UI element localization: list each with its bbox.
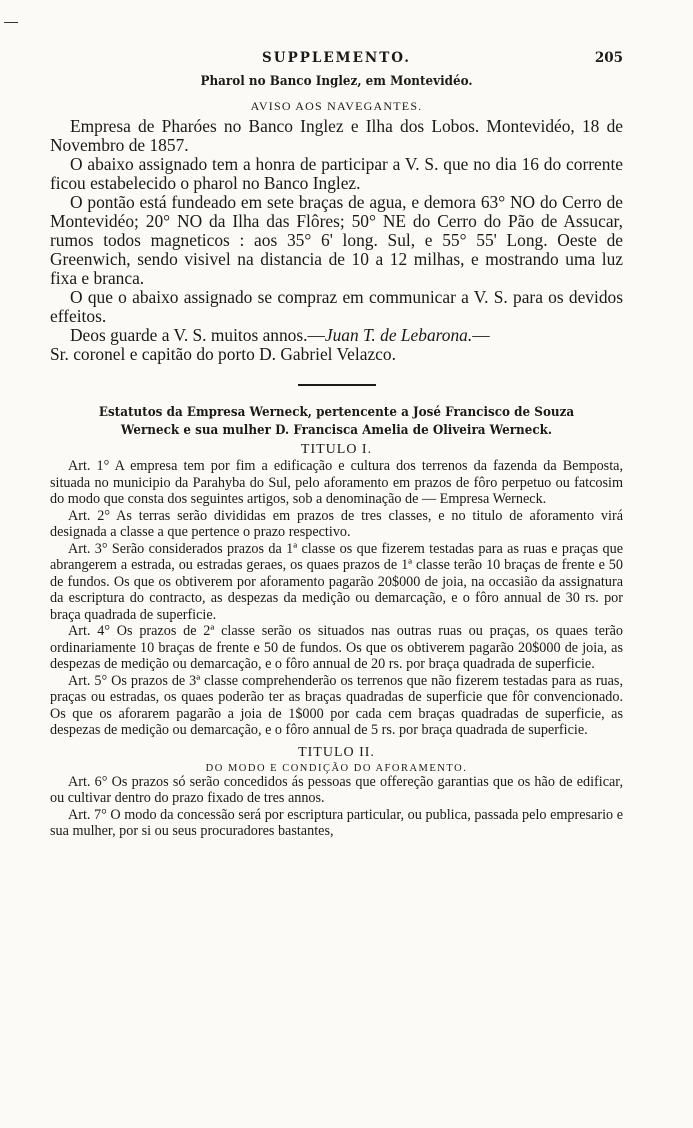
closing-suffix: — — [472, 325, 490, 345]
titulo-2-subheading: DO MODO E CONDIÇÃO DO AFORAMENTO. — [205, 762, 468, 774]
notice-heading: Pharol no Banco Inglez, em Montevidéo. — [200, 74, 473, 89]
page-header — [50, 50, 623, 72]
article: Art. 4° Os prazos de 2ª classe serão os situados nas outras ruas ou praças, os quaes terão ordinariamente 10 braças de frente e 50 de fundos. Os que os obtiverem pagarão 20$000 de joia, as despezas de medição ou demarcação, e o fôro annual de 20 rs. por braça quadrada de superficie. — [50, 623, 623, 672]
section-divider — [298, 384, 376, 386]
notice-body — [50, 117, 623, 364]
article: Art. 6° Os prazos só serão concedidos ás pessoas que offereção garantias que os hão de edificar, ou cultivar dentro do prazo fixado de tres annos. — [50, 773, 623, 806]
article: Art. 2° As terras serão divididas em prazos de tres classes, e no titulo de aforamento virá designada a classe a que pertence o prazo respectivo. — [50, 507, 623, 540]
titulo-1-heading: TITULO I. — [300, 442, 373, 457]
article: Art. 3° Serão considerados prazos da 1ª classe os que fizerem testadas para as ruas e praças que abrangerem a estrada, ou estradas geraes, os quaes prazos de 1ª classe terão 10 braças de frente e 50 de fundos. Os que os obtiverem por aforamento pagarão 20$000 de joia, na occasião da assignatura da escriptura do contracto, as despezas da medição ou demarcação, e o fôro annual de 30 rs. por braça quadrada de superficie. — [50, 540, 623, 623]
book-page — [50, 50, 623, 840]
notice-paragraph: Empresa de Pharóes no Banco Inglez e Ilha dos Lobos. Montevidéo, 18 de Novembro de 1857. — [50, 116, 623, 155]
closing-prefix: Deos guarde a V. S. muitos annos.— — [70, 325, 325, 345]
statutes-title: Estatutos da Empresa Werneck, pertencente a José Francisco de Souza Werneck e sua mulher D. Francisca Amelia de Oliveira Werneck. — [98, 405, 575, 438]
page-number: 205 — [594, 50, 623, 66]
signature: Juan T. de Lebarona. — [324, 325, 473, 345]
notice-subheading: AVISO AOS NAVEGANTES. — [250, 99, 423, 113]
notice-addressee: Sr. coronel e capitão do porto D. Gabriel Velazco. — [50, 344, 396, 364]
article: Art. 5° Os prazos de 3ª classe comprehenderão os terrenos que não fizerem testadas para as ruas, praças ou estradas, os quaes poderão ter as braças quadradas de superficie que fôr convencionado. Os que os aforarem pagarão a joia de 1$000 por cada cem braças quadradas de superficie, as despezas de medição ou demarcação, e o fôro annual de 5 rs. por braça quadrada de superficie. — [50, 672, 623, 738]
articles-titulo-2 — [50, 774, 623, 840]
margin-mark — [4, 22, 18, 23]
article: Art. 7° O modo da concessão será por escriptura particular, ou publica, passada pelo empresario e sua mulher, por si ou seus procuradores bastantes, — [50, 806, 623, 839]
notice-closing — [50, 326, 623, 345]
notice-paragraph: O que o abaixo assignado se compraz em communicar a V. S. para os devidos effeitos. — [50, 287, 623, 326]
notice-paragraph: O abaixo assignado tem a honra de participar a V. S. que no dia 16 do corrente ficou estabelecido o pharol no Banco Inglez. — [50, 154, 623, 193]
titulo-2-heading: TITULO II. — [298, 744, 375, 760]
articles-titulo-1 — [50, 458, 623, 739]
running-title: SUPPLEMENTO. — [262, 50, 411, 66]
article: Art. 1° A empresa tem por fim a edificação e cultura dos terrenos da fazenda da Bemposta, situada no municipio da Parahyba do Sul, pelo aforamento em prazos de fôro perpetuo ou fatcosim do modo que consta dos seguintes artigos, sob a denominação de — Empresa Werneck. — [50, 458, 623, 507]
notice-paragraph: O pontão está fundeado em sete braças de agua, e demora 63° NO do Cerro de Montevidéo; 20° NO da Ilha das Flôres; 50° NE do Cerro do Pão de Assucar, rumos todos magneticos : aos 35° 6' long. Sul, e 55° 55' Long. Oeste de Greenwich, sendo visivel na distancia de 10 a 12 milhas, e mostrando uma luz fixa e branca. — [50, 192, 623, 288]
